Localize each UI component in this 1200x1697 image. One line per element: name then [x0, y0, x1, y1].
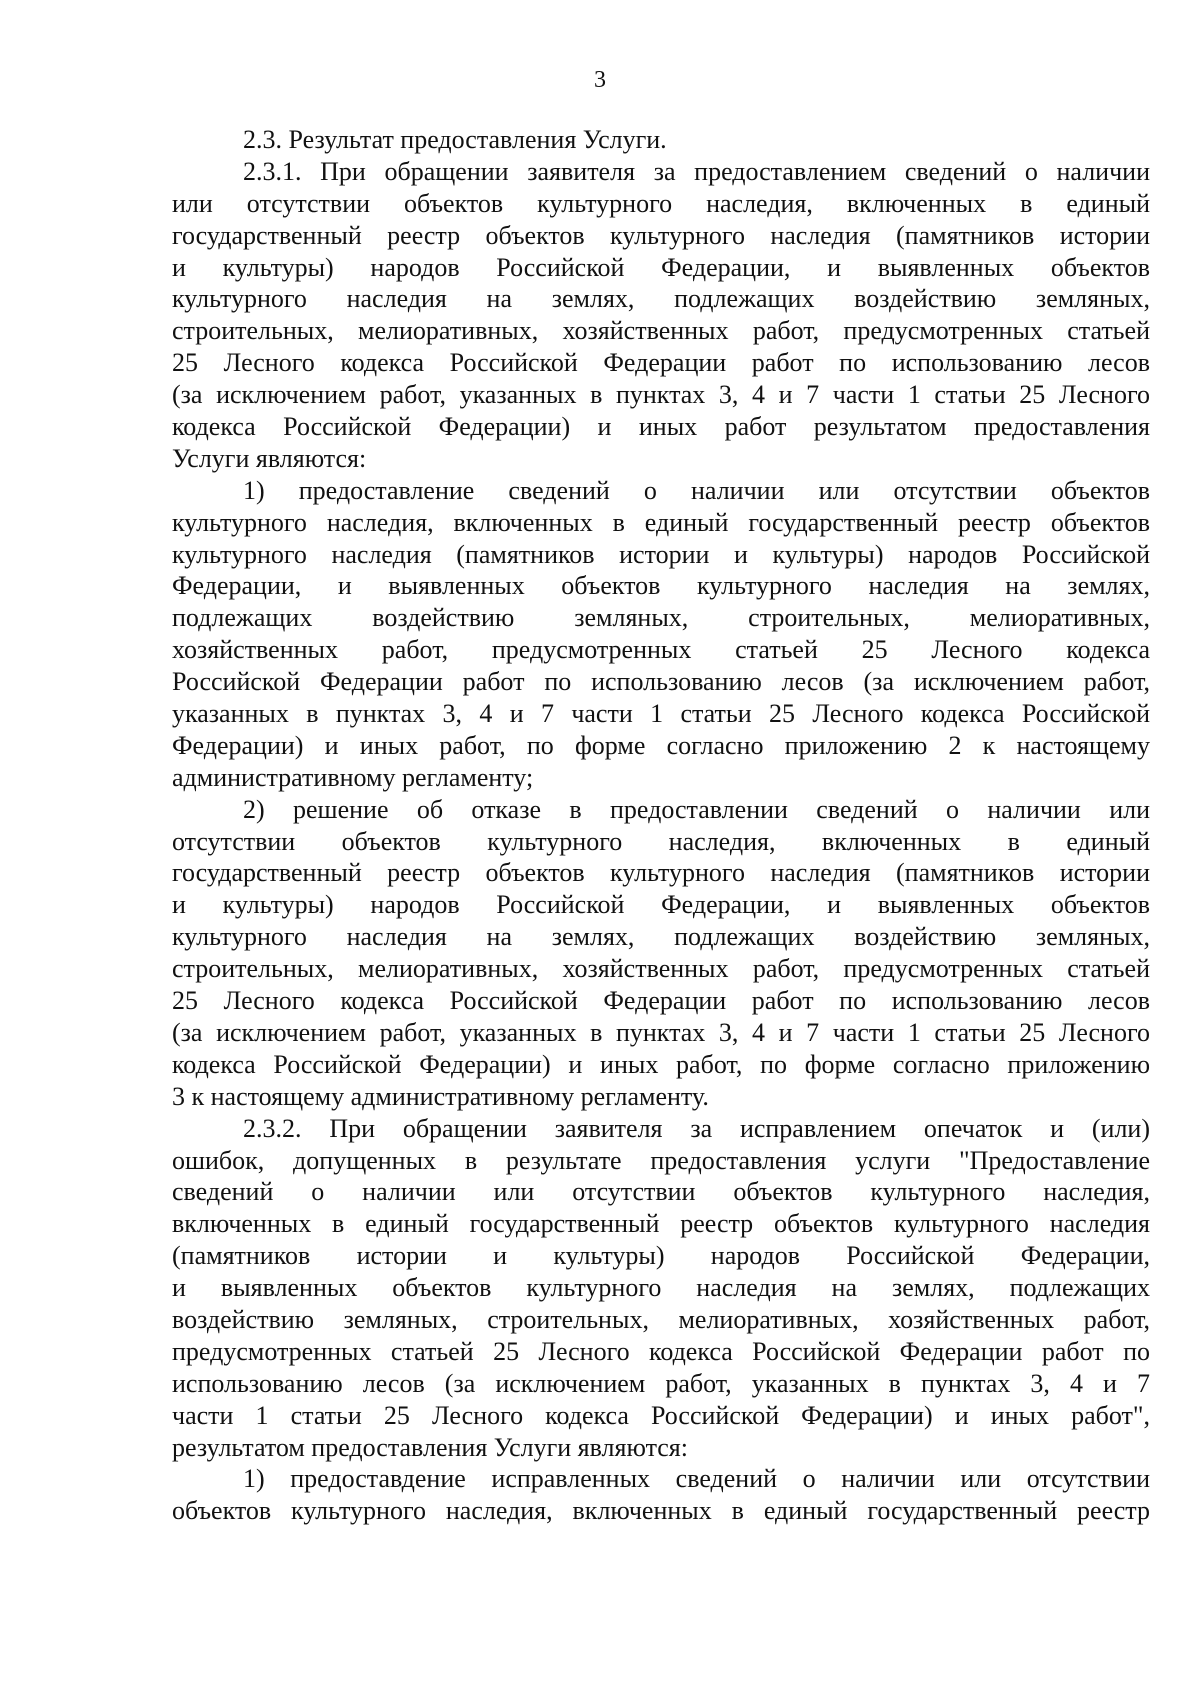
- text-line: Российской Федерации работ по использованию лесов (за исключением работ,: [172, 667, 1150, 697]
- text-line: воздействию земляных, строительных, мелиоративных, хозяйственных работ,: [172, 1304, 1150, 1334]
- text-line: (памятников истории и культуры) народов Российской Федерации,: [172, 1241, 1150, 1271]
- text-line: и культуры) народов Российской Федерации, и выявленных объектов: [172, 890, 1150, 920]
- text-line: государственный реестр объектов культурного наследия (памятников истории: [172, 858, 1150, 888]
- text-line: (за исключением работ, указанных в пунктах 3, 4 и 7 части 1 статьи 25 Лесного: [172, 1017, 1150, 1047]
- text-line: хозяйственных работ, предусмотренных статьей 25 Лесного кодекса: [172, 635, 1150, 665]
- text-line: 2.3.2. При обращении заявителя за исправлением опечаток и (или): [243, 1113, 1150, 1143]
- text-line: результатом предоставления Услуги являются:: [172, 1432, 688, 1462]
- text-line: кодекса Российской Федерации) и иных работ результатом предоставления: [172, 412, 1150, 442]
- text-line: отсутствии объектов культурного наследия, включенных в единый: [172, 826, 1150, 856]
- text-line: 1) предоставдение исправленных сведений о наличии или отсутствии: [243, 1464, 1150, 1494]
- text-line: 2.3. Результат предоставления Услуги.: [243, 125, 667, 154]
- text-line: указанных в пунктах 3, 4 и 7 части 1 статьи 25 Лесного кодекса Российской: [172, 699, 1150, 729]
- document-body: [172, 124, 1150, 1527]
- text-line: культурного наследия (памятников истории и культуры) народов Российской: [172, 539, 1150, 569]
- text-line: 25 Лесного кодекса Российской Федерации работ по использованию лесов: [172, 986, 1150, 1016]
- text-line: ошибок, допущенных в результате предоставления услуги "Предоставление: [172, 1145, 1150, 1175]
- text-line: подлежащих воздействию земляных, строительных, мелиоративных,: [172, 603, 1150, 633]
- text-line: кодекса Российской Федерации) и иных работ, по форме согласно приложению: [172, 1049, 1150, 1079]
- text-line: культурного наследия, включенных в единый государственный реестр объектов: [172, 507, 1150, 537]
- page-number: 3: [594, 67, 606, 93]
- text-line: культурного наследия на землях, подлежащих воздействию земляных,: [172, 284, 1150, 314]
- text-line: Услуги являются:: [172, 443, 367, 473]
- text-line: 1) предоставление сведений о наличии или отсутствии объектов: [243, 475, 1150, 505]
- text-line: Федерации, и выявленных объектов культурного наследия на землях,: [172, 571, 1150, 601]
- text-line: и культуры) народов Российской Федерации, и выявленных объектов: [172, 252, 1150, 282]
- text-line: 3 к настоящему административному регламенту.: [172, 1081, 709, 1111]
- text-line: части 1 статьи 25 Лесного кодекса Российской Федерации) и иных работ",: [172, 1400, 1150, 1430]
- text-line: Федерации) и иных работ, по форме согласно приложению 2 к настоящему: [172, 730, 1150, 760]
- text-line: административному регламенту;: [172, 762, 534, 792]
- text-line: государственный реестр объектов культурного наследия (памятников истории: [172, 220, 1150, 250]
- text-line: 2) решение об отказе в предоставлении сведений о наличии или: [243, 794, 1150, 824]
- text-line: использованию лесов (за исключением работ, указанных в пунктах 3, 4 и 7: [172, 1368, 1150, 1398]
- text-line: включенных в единый государственный реестр объектов культурного наследия: [172, 1209, 1150, 1239]
- text-line: сведений о наличии или отсутствии объектов культурного наследия,: [172, 1177, 1150, 1207]
- text-line: объектов культурного наследия, включенных в единый государственный реестр: [172, 1496, 1150, 1526]
- text-line: строительных, мелиоративных, хозяйственных работ, предусмотренных статьей: [172, 954, 1150, 984]
- text-line: культурного наследия на землях, подлежащих воздействию земляных,: [172, 922, 1150, 952]
- text-line: (за исключением работ, указанных в пунктах 3, 4 и 7 части 1 статьи 25 Лесного: [172, 380, 1150, 410]
- text-line: и выявленных объектов культурного наследия на землях, подлежащих: [172, 1273, 1150, 1303]
- text-line: предусмотренных статьей 25 Лесного кодекса Российской Федерации работ по: [172, 1336, 1150, 1366]
- text-line: 2.3.1. При обращении заявителя за предоставлением сведений о наличии: [243, 156, 1150, 186]
- text-line: строительных, мелиоративных, хозяйственных работ, предусмотренных статьей: [172, 316, 1150, 346]
- text-line: или отсутствии объектов культурного наследия, включенных в единый: [172, 188, 1150, 218]
- text-line: 25 Лесного кодекса Российской Федерации работ по использованию лесов: [172, 348, 1150, 378]
